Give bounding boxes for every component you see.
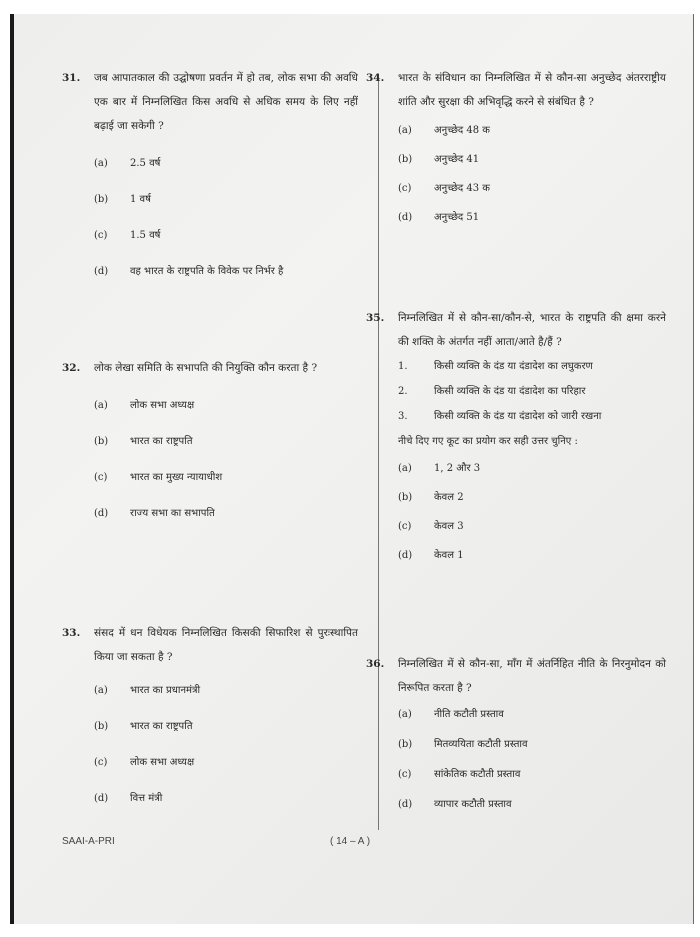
question-32 <box>62 356 358 532</box>
option-c[interactable]: (c) भारत का मुख्य न्यायाधीश <box>94 472 223 483</box>
option-a[interactable]: (a) 1, 2 और 3 <box>398 463 481 474</box>
question-35 <box>366 306 666 570</box>
option-c[interactable]: (c) सांकेतिक कटौती प्रस्ताव <box>398 769 521 780</box>
question-31 <box>62 66 358 290</box>
option-d[interactable]: (d) राज्य सभा का सभापति <box>94 508 215 519</box>
option-d[interactable]: (d) वित्त मंत्री <box>94 793 163 804</box>
question-number: 33. <box>62 627 81 639</box>
statement-1: 1. किसी व्यक्ति के दंड या दंडादेश का लघुकरण <box>398 361 593 372</box>
statement-2: 2. किसी व्यक्ति के दंड या दंडादेश का परिहार <box>398 386 586 397</box>
option-b[interactable]: (b) केवल 2 <box>398 492 464 503</box>
option-a[interactable]: (a) लोक सभा अध्यक्ष <box>94 400 195 411</box>
option-c[interactable]: (c) अनुच्छेद 43 क <box>398 183 490 194</box>
booklet-code: SAAI-A-PRI <box>62 836 115 847</box>
option-a[interactable]: (a) अनुच्छेद 48 क <box>398 125 490 136</box>
option-b[interactable]: (b) 1 वर्ष <box>94 194 151 205</box>
option-b[interactable]: (b) मितव्ययिता कटौती प्रस्ताव <box>398 739 528 750</box>
option-a[interactable]: (a) नीति कटौती प्रस्ताव <box>398 709 504 720</box>
option-d[interactable]: (d) व्यापार कटौती प्रस्ताव <box>398 799 512 810</box>
question-number: 32. <box>62 362 81 374</box>
option-b[interactable]: (b) अनुच्छेद 41 <box>398 154 480 165</box>
option-a[interactable]: (a) भारत का प्रधानमंत्री <box>94 685 201 696</box>
option-d[interactable]: (d) केवल 1 <box>398 550 464 561</box>
instruction-text: नीचे दिए गए कूट का प्रयोग कर सही उत्तर चुनिए : <box>398 436 578 447</box>
question-number: 31. <box>62 72 81 84</box>
option-d[interactable]: (d) वह भारत के राष्ट्रपति के विवेक पर निर्भर है <box>94 266 284 277</box>
question-stem: निम्नलिखित में से कौन-सा, माँग में अंतर्निहित नीति के निरनुमोदन को निरूपित करता है ? <box>398 658 666 694</box>
question-36 <box>366 652 666 820</box>
page-number: ( 14 – A ) <box>330 836 371 847</box>
question-number: 34. <box>366 72 385 84</box>
question-34 <box>366 66 666 232</box>
option-c[interactable]: (c) 1.5 वर्ष <box>94 230 161 241</box>
question-number: 35. <box>366 312 385 324</box>
question-33 <box>62 621 358 817</box>
option-a[interactable]: (a) 2.5 वर्ष <box>94 158 161 169</box>
option-c[interactable]: (c) केवल 3 <box>398 521 464 532</box>
question-stem: भारत के संविधान का निम्नलिखित में से कौन-सा अनुच्छेद अंतरराष्ट्रीय शांति और सुरक्षा की अभिवृद्धि करने से संबंधित है ? <box>398 72 666 108</box>
option-d[interactable]: (d) अनुच्छेद 51 <box>398 212 480 223</box>
question-stem: लोक लेखा समिति के सभापति की नियुक्ति कौन करता है ? <box>94 362 318 374</box>
question-stem: निम्नलिखित में से कौन-सा/कौन-से, भारत के राष्ट्रपति की क्षमा करने की शक्ति के अंतर्गत नहीं आता/आते है/हैं ? <box>398 312 666 348</box>
question-stem: संसद में धन विधेयक निम्नलिखित किसकी सिफारिश से पुरःस्थापित किया जा सकता है ? <box>94 627 358 663</box>
option-c[interactable]: (c) लोक सभा अध्यक्ष <box>94 757 195 768</box>
statement-3: 3. किसी व्यक्ति के दंड या दंडादेश को जारी रखना <box>398 411 602 422</box>
option-b[interactable]: (b) भारत का राष्ट्रपति <box>94 436 193 447</box>
question-number: 36. <box>366 658 385 670</box>
question-stem: जब आपातकाल की उद्घोषणा प्रवर्तन में हो तब, लोक सभा की अवधि एक बार में निम्नलिखित किस अवधि से अधिक समय के लिए नहीं बढ़ाई जा सकेगी ? <box>94 72 358 132</box>
option-b[interactable]: (b) भारत का राष्ट्रपति <box>94 721 193 732</box>
